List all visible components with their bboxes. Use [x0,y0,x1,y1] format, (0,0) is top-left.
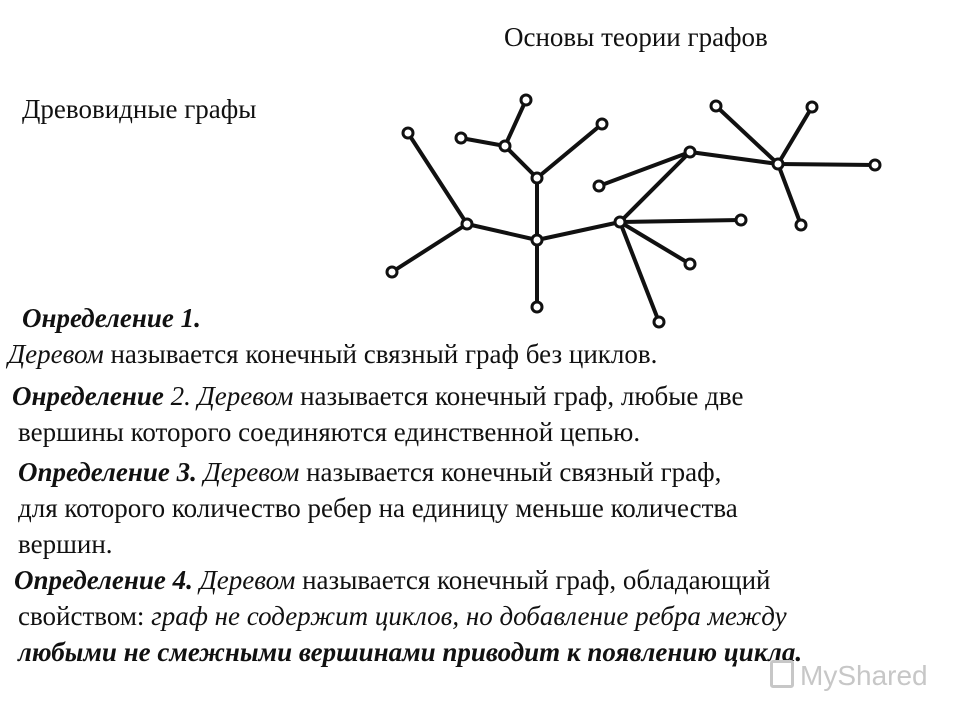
definition-3: Определение 3. Деревом называется конечный связный граф, для которого количество ребер на единицу меньше количества вершин. [18,457,738,559]
definition-2-heading: Онределение [12,381,164,411]
watermark-icon [770,660,794,688]
tree-vertex [532,235,542,245]
tree-edge [620,220,741,222]
tree-edge [778,164,875,165]
tree-vertex [462,219,472,229]
tree-vertex [685,259,695,269]
tree-vertex [521,95,531,105]
tree-edge [505,146,537,178]
tree-vertex [456,133,466,143]
definition-2-term: Деревом [197,381,294,411]
tree-vertex [532,302,542,312]
tree-vertex [736,215,746,225]
tree-vertex [870,160,880,170]
definition-3-term: Деревом [203,457,300,487]
tree-vertex [615,217,625,227]
tree-edge [467,224,537,240]
tree-vertex [594,181,604,191]
tree-vertex [387,267,397,277]
tree-edge [537,222,620,240]
tree-vertex [403,128,413,138]
tree-vertex [685,147,695,157]
definition-2: Онределение 2. Деревом называется конечный граф, любые две вершины которого соединяются единственной цепью. [12,381,744,447]
tree-vertex [532,173,542,183]
tree-edge [620,152,690,222]
watermark-logo: MyShared [770,660,930,694]
tree-vertex [654,317,664,327]
tree-vertex [500,141,510,151]
tree-vertex [773,159,783,169]
tree-edge [778,164,801,225]
page-title: Основы теории графов [504,22,768,52]
definition-1-term: Деревом [8,339,104,369]
tree-edge [408,133,467,224]
tree-edge [620,222,659,322]
tree-edge [537,124,602,178]
section-subtitle: Древовидные графы [22,94,257,124]
tree-edge [505,100,526,146]
tree-vertex [711,101,721,111]
tree-vertex [597,119,607,129]
definition-3-heading: Определение 3. [18,457,197,487]
definition-1-text: Деревом называется конечный связный граф без циклов. [8,339,658,369]
tree-edge [392,224,467,272]
definition-4: Определение 4. Деревом называется конечный граф, обладающий свойством: граф не содержит циклов, но добавление ребра между любыми не смежными вершинами приводит к появлению цикла. [14,565,803,667]
tree-edge [778,107,812,164]
tree-edge [599,152,690,186]
tree-edge [620,222,690,264]
tree-edge [461,138,505,146]
definition-4-term: Деревом [199,565,296,595]
definition-4-heading: Определение 4. [14,565,193,595]
tree-vertex [807,102,817,112]
tree-vertex [796,220,806,230]
definition-1-heading: Онределение 1. [22,303,201,333]
